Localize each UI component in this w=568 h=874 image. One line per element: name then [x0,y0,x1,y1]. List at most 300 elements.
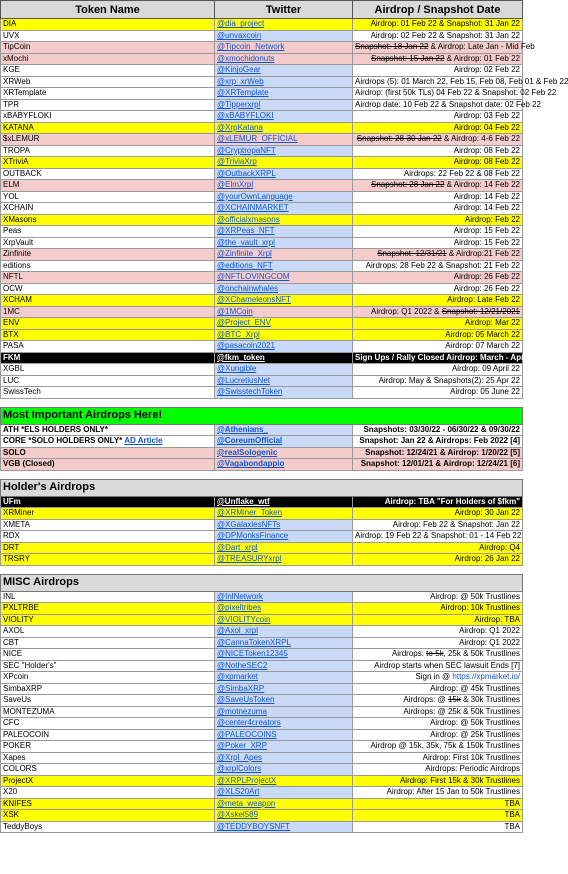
airdrop-text: , 25k & 50k Trustlines [443,649,520,659]
struck-date: Snapshot: 28-30 Jan 22 [356,134,442,144]
airdrop-text: Airdrops: @ 25k & 50k Trustlines [403,706,520,716]
token-name: $xLEMUR [3,134,40,144]
airdrop-text: Airdrop: First 15k & 30k Trustlines [399,775,520,785]
airdrop-text: Airdrop: 30 Jan 22 [454,508,520,518]
twitter-link[interactable]: @pixeltribes [215,603,353,615]
airdrop-text: Airdrop: @ 50k Trustlines [430,718,520,728]
airdrop-date-cell [353,111,523,123]
airdrop-text: Airdrop: 02 Feb 22 & Snapshot: 31 Jan 22 [370,30,520,40]
twitter-link[interactable]: @yourOwnLanguage [215,191,353,203]
airdrop-date-cell [353,706,523,718]
token-name-cell [1,626,215,638]
token-name: TipCoin [3,42,31,52]
twitter-link[interactable]: @xmochidonuts [215,53,353,65]
token-name: UVX [3,30,20,40]
article-link[interactable]: AD Article [124,436,163,446]
twitter-link[interactable]: @officialxmasons [215,214,353,226]
token-name: TROPA [3,145,30,155]
airdrop-date-cell [353,283,523,295]
airdrop-text: Airdrop starts when SEC lawsuit Ends [7] [374,660,520,670]
table-row [1,134,523,146]
table-row [1,19,523,31]
airdrop-text: Airdrop: Mar 22 [464,318,520,328]
airdrop-date-cell [353,614,523,626]
airdrop-text: Airdrops: 28 Feb 22 & Snapshot: 21 Feb 22 [365,260,520,270]
token-name: CFC [3,718,20,728]
table-row [1,637,523,649]
twitter-link[interactable]: @XRPeas_NFT [215,226,353,238]
twitter-link[interactable]: @XRMiner_Token [215,508,353,520]
airdrop-date-cell [353,436,523,448]
twitter-link[interactable]: @onchainwhales [215,283,353,295]
airdrop-text: Airdrops: 22 Feb 22 & 08 Feb 22 [403,168,520,178]
airdrop-text: Airdrop: May & Snapshots(2): 25 Apr 22 [378,375,520,385]
twitter-link[interactable]: @InlNetwork [215,591,353,603]
table-row [1,53,523,65]
airdrop-text: Airdrop: 15 Feb 22 [453,237,520,247]
token-name-cell [1,424,215,436]
token-name-cell [1,65,215,77]
airdrop-date-cell [353,775,523,787]
token-name: COLORS [3,764,37,774]
airdrop-text: Snapshot: 12/01/21 & Airdrop: 12/24/21 [6] [360,459,520,469]
twitter-link[interactable]: @xrplColors [215,764,353,776]
struck-date: Snapshot: 12/31/21 [377,249,447,259]
twitter-link[interactable]: @TriviaXrp [215,157,353,169]
misc-title: MISC Airdrops [1,574,523,591]
token-name: 1MC [3,306,20,316]
token-name-cell [1,764,215,776]
twitter-link[interactable]: @XRPLProjectX [215,775,353,787]
misc-rows [1,591,523,833]
token-name-cell [1,649,215,661]
airdrop-text: Airdrop: TBA [474,614,520,624]
token-name-cell [1,531,215,543]
token-name-cell [1,614,215,626]
airdrop-date-cell [353,554,523,566]
token-name: XTriviA [3,157,29,167]
airdrop-date-cell [353,542,523,554]
token-name-cell [1,168,215,180]
table-row [1,775,523,787]
token-name-cell [1,191,215,203]
airdrop-date-cell [353,88,557,100]
airdrop-date-cell [353,508,523,520]
twitter-link[interactable]: @Xungible [215,364,353,376]
table-row [1,660,523,672]
main-section [1,19,568,399]
twitter-link[interactable]: @xpmarket [215,672,353,684]
airdrop-date-cell [353,157,523,169]
token-name-cell [1,810,215,822]
twitter-link[interactable]: @OutbackXRPL [215,168,353,180]
airdrop-text: & Airdrop: 01 Feb 22 [444,53,520,63]
token-name: UFm [3,496,21,506]
airdrop-date-cell [353,30,523,42]
airdrop-text: Airdrop: First 10k Trustlines [422,752,520,762]
airdrop-text: Airdrop: 19 Feb 22 & Snapshot: 01 - 14 Feb 22 [355,531,522,541]
struck-date: Snapshot: 18 Jan 22 [355,42,429,52]
airdrop-text: Airdrop: 03 Feb 22 [453,111,520,121]
twitter-link[interactable]: @XLS20Art [215,787,353,799]
airdrop-text: Airdrop: Feb 22 & Snapshot: Jan 22 [392,519,520,529]
twitter-link[interactable]: @Poker_XRP [215,741,353,753]
twitter-link[interactable]: @XrpKatana [215,122,353,134]
token-name-cell [1,729,215,741]
twitter-link[interactable]: @LucretiusNet [215,375,353,387]
token-name: FKM [3,352,21,362]
table-row [1,122,523,134]
airdrop-date-cell [353,99,541,111]
twitter-link[interactable]: @CannaTokenXRPL [215,637,353,649]
twitter-link[interactable]: @SaveUsToken [215,695,353,707]
table-row [1,695,523,707]
airdrop-text: & Airdrop:21 Feb 22 [446,249,520,259]
airdrop-date-cell [353,145,523,157]
table-row [1,226,523,238]
airdrop-text: Sign Ups / Rally Closed Airdrop: March - April [3] [355,352,541,362]
table-row [1,591,523,603]
table-row [1,821,523,833]
table-row [1,531,523,543]
twitter-link[interactable]: @VIOLITYcoin [215,614,353,626]
token-name-cell [1,272,215,284]
airdrop-date-cell [353,729,523,741]
spacer [1,470,523,479]
twitter-link[interactable]: @CoreumOfficial [215,436,353,448]
twitter-link[interactable]: @SwisstechToken [215,387,353,399]
twitter-link[interactable]: @Axol_xrpl [215,626,353,638]
twitter-link[interactable]: @XRTemplate [215,88,353,100]
twitter-link[interactable]: @PALEOCOINS [215,729,353,741]
token-name-cell [1,30,215,42]
token-name: X20 [3,787,18,797]
token-name: BTX [3,329,19,339]
airdrop-date-cell [353,695,523,707]
twitter-link[interactable]: @Tipcoin_Network [215,42,353,54]
airdrop-date-cell [353,424,523,436]
airdrop-text: & 30k Trustlines [460,695,520,705]
token-name-cell [1,364,215,376]
token-name: KATANA [3,122,34,132]
table-row [1,306,523,318]
holders-title: Holder's Airdrops [1,479,523,496]
airdrop-date-cell [353,672,523,684]
token-name: SaveUs [3,695,32,705]
airdrop-text: Airdrop: Q1 2022 & [370,306,442,316]
airdrop-date-cell [353,787,523,799]
token-name-cell [1,249,215,261]
token-name: NFTL [3,272,23,282]
spacer [1,398,523,407]
table-row [1,508,523,520]
header-token: Token Name [1,1,215,19]
token-name-cell [1,683,215,695]
table-row [1,214,523,226]
table-row [1,168,523,180]
twitter-link[interactable]: @Xrpl_Apes [215,752,353,764]
struck-date: Snapshot: 15 Jan 22 [371,53,445,63]
airdrop-text: Airdrop: 01 Feb 22 & Snapshot: 31 Jan 22 [370,19,520,29]
airdrop-date-cell [353,764,523,776]
table-row [1,145,523,157]
airdrop-date-cell [353,226,523,238]
twitter-link[interactable]: @dia_project [215,19,353,31]
token-name-cell [1,496,215,508]
airdrop-text: Airdrop date: 10 Feb 22 & Snapshot date: 02 Feb 22 [355,99,541,109]
airdrop-date-cell [353,660,523,672]
airdrop-date-cell [353,42,535,54]
twitter-link[interactable]: @CryptropaNFT [215,145,353,157]
twitter-link[interactable]: @ElmXrpl [215,180,353,192]
token-name-cell [1,375,215,387]
token-name-cell [1,157,215,169]
twitter-link[interactable]: @center4creators [215,718,353,730]
airdrop-text: Airdrop: 14 Feb 22 [453,191,520,201]
twitter-link[interactable]: @Dart_xrpl [215,542,353,554]
token-name-cell [1,352,215,364]
table-row [1,341,523,353]
token-name: DIA [3,19,17,29]
airdrop-text: Airdrop: @ 45k Trustlines [430,683,520,693]
airdrop-date-cell [353,237,523,249]
token-name: AXOL [3,626,25,636]
token-name: RDX [3,531,20,541]
twitter-link[interactable]: @XChameleonsNFT [215,295,353,307]
table-row [1,447,523,459]
table-row [1,542,523,554]
twitter-link[interactable]: @the_vault_xrpl [215,237,353,249]
token-name-cell [1,387,215,399]
token-name-cell [1,542,215,554]
airdrop-date-cell [353,603,523,615]
airdrop-text: Sign in @ [415,672,453,682]
token-name-cell [1,329,215,341]
airdrop-text: Airdrop: 07 March 22 [445,341,520,351]
token-name-cell [1,88,215,100]
twitter-link[interactable]: @TEDDYBOYSNFT [215,821,353,833]
token-name: POKER [3,741,32,751]
struck-date: to 5k [426,649,444,659]
token-name: SOLO [3,447,26,457]
airdrop-date-cell [353,741,523,753]
twitter-link[interactable]: @Vagabondappio [215,459,353,471]
airdrop-date-cell [353,375,523,387]
twitter-link[interactable]: @motnezuma [215,706,353,718]
table-row [1,42,523,54]
airdrop-date-cell [353,272,523,284]
airdrop-date-cell [353,810,523,822]
twitter-link[interactable]: @NFTLOVINGCOM [215,272,353,284]
twitter-link[interactable]: @Zinfinite_Xrpl [215,249,353,261]
token-name: SwissTech [3,387,41,397]
important-section [1,398,523,424]
twitter-link[interactable]: @Unflake_wtf [215,496,353,508]
table-row [1,329,523,341]
token-name-cell [1,19,215,31]
twitter-link[interactable]: @pasacoin2021 [215,341,353,353]
token-name: VGB (Closed) [3,459,55,469]
airdrop-date-cell [353,341,523,353]
airdrop-text: Airdrop: 08 Feb 22 [453,157,520,167]
token-name: PALEOCOIN [3,729,50,739]
token-name-cell [1,214,215,226]
airdrop-date-cell [353,447,523,459]
header-airdrop: Airdrop / Snapshot Date [353,1,523,19]
twitter-link[interactable]: @XCHAINMARKET [215,203,353,215]
table-row [1,237,523,249]
token-name-cell [1,53,215,65]
table-row [1,459,523,471]
token-name-cell [1,111,215,123]
token-name-cell [1,226,215,238]
token-name: MONTEZUMA [3,706,55,716]
twitter-link[interactable]: @xLEMUR_OFFICIAL [215,134,353,146]
table-row [1,798,523,810]
twitter-link[interactable]: @fkm_token [215,352,353,364]
token-name: Xapes [3,752,26,762]
token-name: LUC [3,375,20,385]
site-link[interactable]: https://xpmarket.io/ [452,672,520,682]
token-name-cell [1,706,215,718]
airdrop-text: Airdrop: @ 50k Trustlines [430,591,520,601]
airdrop-date-cell [353,168,523,180]
twitter-link[interactable]: @Xskel589 [215,810,353,822]
table-row [1,283,523,295]
spacer [1,565,523,574]
token-name-cell [1,603,215,615]
airdrop-date-cell [353,180,523,192]
airdrop-text: Airdrop: @ 25k Trustlines [430,729,520,739]
airdrop-date-cell [353,249,523,261]
token-name: XPcoin [3,672,29,682]
twitter-link[interactable]: @meta_weapon [215,798,353,810]
table-row [1,683,523,695]
table-row [1,626,523,638]
airdrop-text: Airdrop @ 15k, 35k, 75k & 150k Trustlines [370,741,520,751]
twitter-link[interactable]: @xBABYFLOKI [215,111,353,123]
table-row [1,741,523,753]
table-row [1,554,523,566]
airdrop-date-cell [353,459,523,471]
table-row [1,718,523,730]
table-row [1,764,523,776]
twitter-link[interactable]: @KinjoGear [215,65,353,77]
token-name-cell [1,660,215,672]
airdrop-text: & Airdrop: 4-6 Feb 22 [441,134,520,144]
airdrop-text: & Airdrop: 14 Feb 22 [444,180,520,190]
table-row [1,352,523,364]
twitter-link[interactable]: @Tipperxrpl [215,99,353,111]
token-name: Peas [3,226,22,236]
table-row [1,249,523,261]
airdrop-date-cell [353,683,523,695]
table-row [1,318,523,330]
token-name: YOL [3,191,20,201]
token-name: ELM [3,180,20,190]
table-row [1,88,523,100]
token-name: editions [3,260,31,270]
token-name: XMETA [3,519,30,529]
table-row [1,387,523,399]
twitter-link[interactable]: @xrp_xrWeb [215,76,353,88]
table-row [1,191,523,203]
twitter-link[interactable]: @realSologenic [215,447,353,459]
airdrop-text: Airdrop: 02 Feb 22 [453,65,520,75]
airdrop-text: Airdrop: (first 50k TLs) 04 Feb 22 & Snapshot: 02 Feb 22 [355,88,557,98]
twitter-link[interactable]: @BTC_Xrpl [215,329,353,341]
airdrop-text: Snapshot: 12/24/21 & Airdrop: 1/20/22 [5] [365,447,520,457]
token-name: XSK [3,810,20,820]
twitter-link[interactable]: @DPMonksFinance [215,531,353,543]
airdrop-text: Airdrop: 15 Feb 22 [453,226,520,236]
twitter-link[interactable]: @SimbaXRP [215,683,353,695]
airdrop-prefix: Airdrops: @ [403,695,448,705]
twitter-link[interactable]: @unvaxcoin [215,30,353,42]
table-row [1,496,523,508]
airdrop-text: & Airdrop: Late Jan - Mid Feb [428,42,535,52]
airdrop-date-cell [353,191,523,203]
table-row [1,752,523,764]
twitter-link[interactable]: @XGalaxiesNFTs [215,519,353,531]
token-name-cell [1,237,215,249]
token-name-cell [1,260,215,272]
twitter-link[interactable]: @TREASURYxrpl [215,554,353,566]
token-name: NICE [3,649,23,659]
token-name-cell [1,519,215,531]
airdrop-date-cell [353,591,523,603]
airdrop-text: Airdrop: 04 Feb 22 [453,122,520,132]
token-name: CBT [3,637,19,647]
airdrop-text: Airdrop: 26 Feb 22 [453,283,520,293]
token-name: TPR [3,99,19,109]
table-row [1,729,523,741]
twitter-link[interactable]: @Athenians_ [215,424,353,436]
twitter-link[interactable]: @Project_ENV [215,318,353,330]
airdrop-text: Airdrop: Q4 [479,542,520,552]
airdrop-text: Airdrop: 10k Trustlines [440,603,520,613]
token-name: ProjectX [3,775,34,785]
token-name: XCHAM [3,295,32,305]
twitter-link[interactable]: @editions_NFT [215,260,353,272]
airdrop-date-cell [353,626,523,638]
airdrop-text: TBA [504,798,520,808]
token-name-cell [1,821,215,833]
airdrop-text: Airdrops (5): 01 March 22, Feb 15, Feb 08, Feb 01 & Feb 22 [355,76,568,86]
airdrop-text: Airdrop: 26 Feb 22 [453,272,520,282]
table-row [1,436,523,448]
airdrop-date-cell [353,649,523,661]
airdrop-date-cell [353,637,523,649]
airdrop-prefix: Airdrops: [391,649,427,659]
table-row [1,295,523,307]
airdrop-date-cell [353,364,523,376]
token-name: INL [3,591,16,601]
token-name: XCHAIN [3,203,34,213]
twitter-link[interactable]: @NotheSEC2 [215,660,353,672]
important-rows [1,424,523,470]
token-name-cell [1,787,215,799]
table-row [1,424,523,436]
token-name: XrpVault [3,237,34,247]
airdrop-date-cell [353,318,523,330]
twitter-link[interactable]: @1MCoin [215,306,353,318]
struck-date: Snapshot: 28 Jan 22 [371,180,445,190]
airdrop-date-cell [353,306,523,318]
token-name-cell [1,203,215,215]
token-name: ATH *ELS HOLDERS ONLY* [3,424,108,434]
twitter-link[interactable]: @NICEToken12345 [215,649,353,661]
